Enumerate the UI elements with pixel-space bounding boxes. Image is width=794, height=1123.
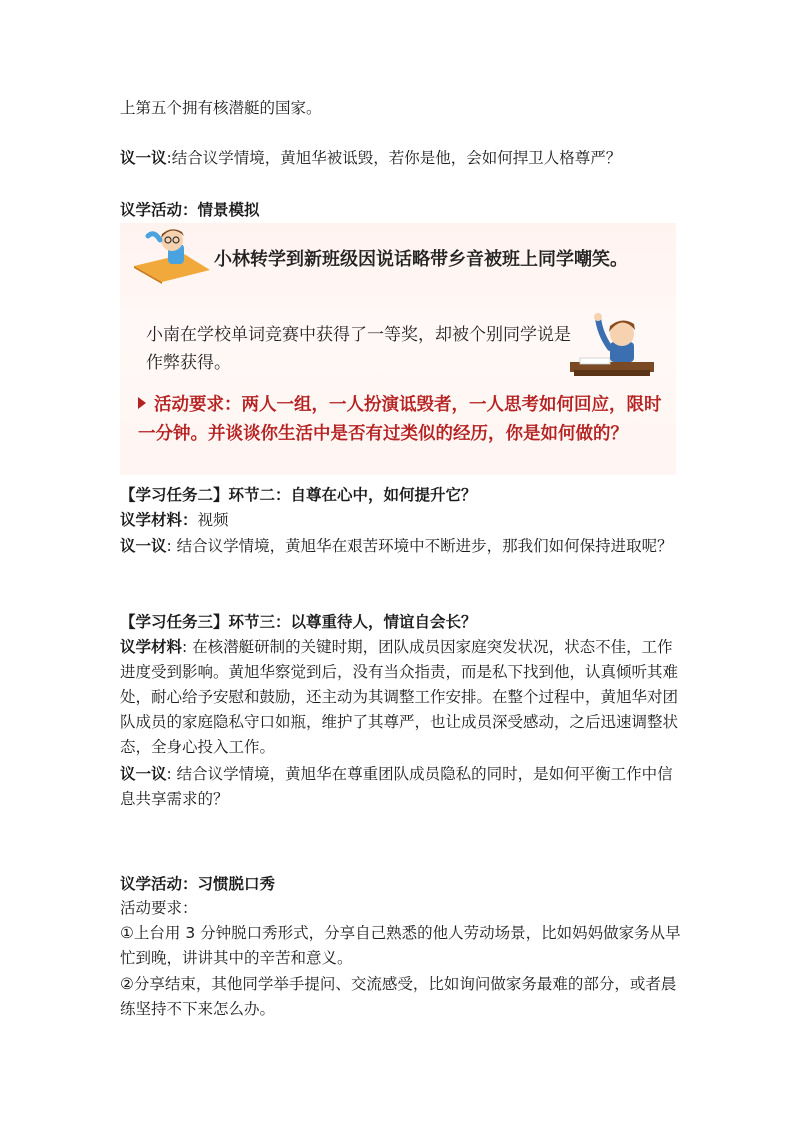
discuss-label: 议一议 [120, 765, 167, 783]
discuss-text: :结合议学情境，黄旭华被诋毁，若你是他，会如何捍卫人格尊严？ [166, 149, 622, 167]
boy-at-desk-illustration [124, 226, 214, 284]
task3-material [120, 635, 682, 760]
arrow-bullet-icon [138, 397, 146, 409]
discuss-label: 议一议 [120, 149, 167, 167]
activity2-item-1: ①上台用 3 分钟脱口秀形式，分享自己熟悉的他人劳动场景，比如妈妈做家务从早忙到晚，讲讲其中的辛苦和意义。 [120, 924, 681, 967]
task2-heading: 【学习任务二】环节二：自尊在心中，如何提升它？ [120, 485, 477, 504]
task2-discussion [120, 534, 680, 559]
scenario-2-text: 小南在学校单词竞赛中获得了一等奖，却被个别同学说是作弊获得。 [146, 325, 571, 373]
activity-heading: 议学活动：情景模拟 [120, 201, 260, 219]
activity2-item-2: ②分享结束，其他同学举手提问、交流感受，比如询问做家务最难的部分，或者晨练坚持不下来怎么办。 [120, 975, 677, 1018]
discussion-question-1 [120, 146, 682, 171]
requirement-text: 活动要求：两人一组，一人扮演诋毁者，一人思考如何回应，限时一分钟。并谈谈你生活中是否有过类似的经历，你是如何做的？ [138, 395, 662, 444]
task3-heading: 【学习任务三】环节三：以尊重待人，情谊自会长？ [120, 612, 477, 631]
discuss-text: : 结合议学情境，黄旭华在尊重团队成员隐私的同时，是如何平衡工作中信息共享需求的？ [120, 765, 673, 808]
material-text: : 在核潜艇研制的关键时期，团队成员因家庭突发状况，状态不佳，工作进度受到影响。黄旭华察觉到后，没有当众指责，而是私下找到他，认真倾听其难处，耐心给予安慰和鼓励，还主动为其调整工作安排。在整个过程中，黄旭华对团队成员的家庭隐私守口如瓶，维护了其尊严，也让成员深受感动，之后迅速调整状态，全身心投入工作。 [120, 638, 679, 756]
discuss-label: 议一议 [120, 537, 167, 555]
scenario-1-text: 小林转学到新班级因说话略带乡音被班上同学嘲笑。 [214, 249, 628, 270]
activity2-requirement-label: 活动要求： [120, 899, 198, 917]
task3-discussion [120, 762, 682, 812]
task2-material [120, 508, 682, 533]
activity2-heading: 议学活动：习惯脱口秀 [120, 875, 276, 893]
material-label: 议学材料 [120, 638, 183, 656]
paragraph-continuation: 上第五个拥有核潜艇的国家。 [120, 99, 322, 117]
discuss-text: : 结合议学情境，黄旭华在艰苦环境中不断进步，那我们如何保持进取呢？ [166, 537, 673, 555]
boy-raising-hand-illustration [566, 312, 658, 384]
activity-requirement [138, 391, 674, 449]
material-text: 视频 [197, 511, 229, 529]
material-label: 议学材料： [120, 511, 198, 529]
